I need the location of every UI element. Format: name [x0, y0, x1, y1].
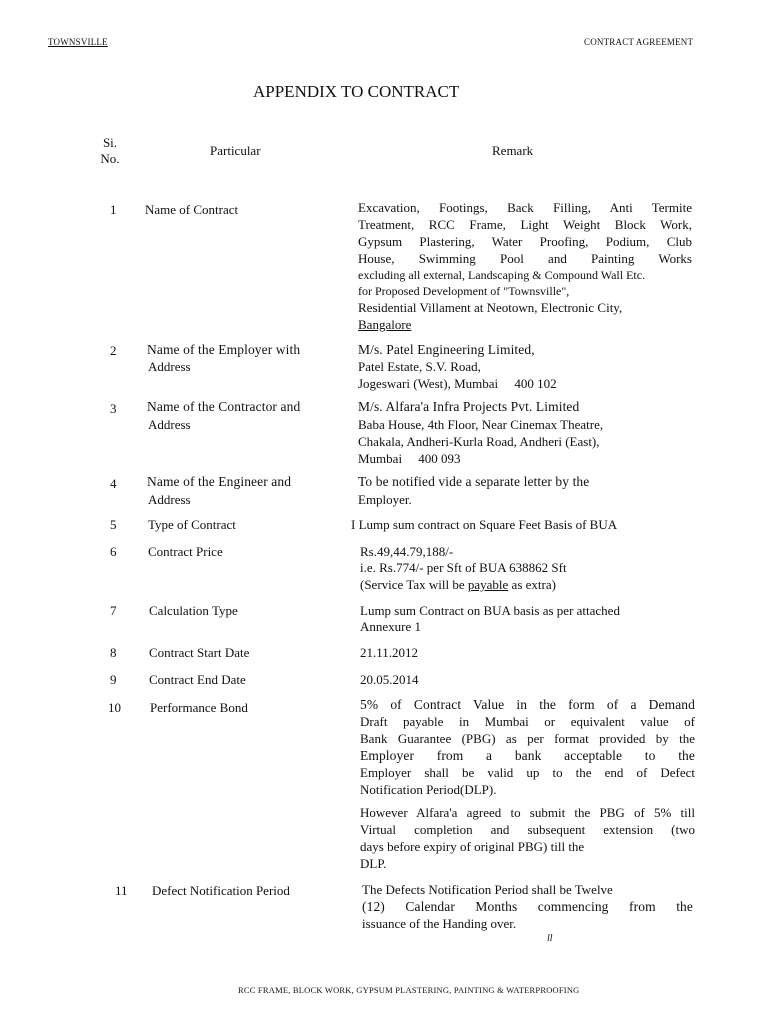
- row-4-particular-address: Address: [148, 492, 191, 507]
- remark-text: (Service Tax will be: [360, 577, 468, 592]
- header-project-name: TOWNSVILLE: [48, 37, 108, 47]
- row-10-particular: Performance Bond: [150, 700, 248, 715]
- col-header-sno-line2: No.: [100, 151, 120, 166]
- row-3-remark-line1: M/s. Alfara'a Infra Projects Pvt. Limited: [358, 399, 580, 414]
- row-1-number: 1: [110, 202, 117, 217]
- row-7-remark-line1: Lump sum Contract on BUA basis as per attached: [360, 603, 620, 618]
- row-3-particular-address: Address: [148, 417, 191, 432]
- row-10-number: 10: [108, 700, 121, 715]
- row-2-number: 2: [110, 343, 117, 358]
- remark-line: DLP.: [360, 856, 387, 871]
- remark-line: Notification Period(DLP).: [360, 782, 497, 797]
- row-4-particular: Name of the Engineer and: [147, 474, 292, 489]
- row-6-remark-line2: i.e. Rs.774/- per Sft of BUA 638862 Sft: [360, 560, 567, 575]
- remark-line: Bangalore: [358, 317, 412, 332]
- row-2-particular-address: Address: [148, 359, 191, 374]
- remark-line: for Proposed Development of "Townsville",: [358, 284, 570, 298]
- row-10-remark: [360, 696, 695, 872]
- col-header-sno: [98, 135, 122, 167]
- remark-line: issuance of the Handing over.: [362, 916, 517, 931]
- row-4-remark-line1: To be notified vide a separate letter by the: [358, 474, 590, 489]
- row-2-particular: Name of the Employer with: [147, 342, 301, 357]
- page-footer: RCC FRAME, BLOCK WORK, GYPSUM PLASTERING, PAINTING & WATERPROOFING: [238, 985, 580, 995]
- row-11-remark: [362, 881, 693, 932]
- remark-line: Residential Villament at Neotown, Electronic City,: [358, 300, 623, 315]
- row-3-remark-line3: Chakala, Andheri-Kurla Road, Andheri (East),: [358, 434, 600, 449]
- remark-line: excluding all external, Landscaping & Compound Wall Etc.: [358, 268, 646, 282]
- remark-line: Draft payable in Mumbai or equivalent value of: [360, 714, 695, 729]
- col-header-particular: Particular: [210, 143, 261, 158]
- row-6-number: 6: [110, 544, 117, 559]
- row-11-particular: Defect Notification Period: [152, 883, 290, 898]
- row-3-particular: Name of the Contractor and: [147, 399, 301, 414]
- remark-line: The Defects Notification Period shall be Twelve: [362, 882, 613, 897]
- row-4-remark-line2: Employer.: [358, 492, 412, 507]
- page-title: APPENDIX TO CONTRACT: [253, 82, 460, 101]
- page-mark: ll: [547, 933, 553, 944]
- col-header-remark: Remark: [492, 143, 534, 158]
- row-2-remark-line1: M/s. Patel Engineering Limited,: [358, 342, 535, 357]
- row-5-number: 5: [110, 517, 117, 532]
- remark-text-underlined: payable: [467, 577, 509, 592]
- row-5-particular: Type of Contract: [148, 517, 236, 532]
- col-header-sno-line1: Si.: [102, 135, 118, 150]
- remark-line: 5% of Contract Value in the form of a Demand: [360, 697, 695, 712]
- row-8-remark: 21.11.2012: [360, 645, 419, 660]
- remark-line: House, Swimming Pool and Painting Works: [358, 251, 692, 266]
- row-3-number: 3: [110, 401, 117, 416]
- row-8-number: 8: [110, 645, 117, 660]
- header-document-type: CONTRACT AGREEMENT: [584, 37, 694, 47]
- row-1-particular: Name of Contract: [145, 202, 239, 217]
- row-4-number: 4: [110, 476, 117, 491]
- remark-line: (12) Calendar Months commencing from the: [362, 899, 693, 914]
- remark-line: However Alfara'a agreed to submit the PBG of 5% till: [360, 805, 695, 820]
- remark-line: days before expiry of original PBG) till the: [360, 839, 585, 854]
- row-3-remark-line4: Mumbai 400 093: [358, 451, 461, 466]
- remark-line: Gypsum Plastering, Water Proofing, Podium, Club: [358, 234, 692, 249]
- row-9-particular: Contract End Date: [149, 672, 246, 687]
- remark-line: Excavation, Footings, Back Filling, Anti Termite: [358, 200, 692, 215]
- remark-line: Treatment, RCC Frame, Light Weight Block Work,: [358, 217, 692, 232]
- row-2-remark-line3: Jogeswari (West), Mumbai 400 102: [358, 376, 557, 391]
- row-1-remark: [358, 199, 692, 333]
- row-9-number: 9: [110, 672, 117, 687]
- row-3-remark-line2: Baba House, 4th Floor, Near Cinemax Theatre,: [358, 417, 604, 432]
- row-7-remark-line2: Annexure 1: [360, 619, 422, 634]
- remark-line: Employer from a bank acceptable to the: [360, 748, 695, 763]
- row-11-number: 11: [115, 883, 128, 898]
- remark-line: Virtual completion and subsequent extension (two: [360, 822, 695, 837]
- row-7-particular: Calculation Type: [149, 603, 238, 618]
- row-7-number: 7: [110, 603, 117, 618]
- row-8-particular: Contract Start Date: [149, 645, 250, 660]
- row-6-remark-line3: [360, 576, 556, 593]
- remark-text: as extra): [508, 577, 556, 592]
- row-2-remark-line2: Patel Estate, S.V. Road,: [358, 359, 481, 374]
- row-9-remark: 20.05.2014: [360, 672, 419, 687]
- remark-line: Bank Guarantee (PBG) as per format provided by the: [360, 731, 695, 746]
- row-6-particular: Contract Price: [148, 544, 223, 559]
- row-5-remark: I Lump sum contract on Square Feet Basis of BUA: [351, 517, 618, 532]
- row-6-remark-line1: Rs.49,44.79,188/-: [360, 544, 454, 559]
- remark-line: Employer shall be valid up to the end of Defect: [360, 765, 695, 780]
